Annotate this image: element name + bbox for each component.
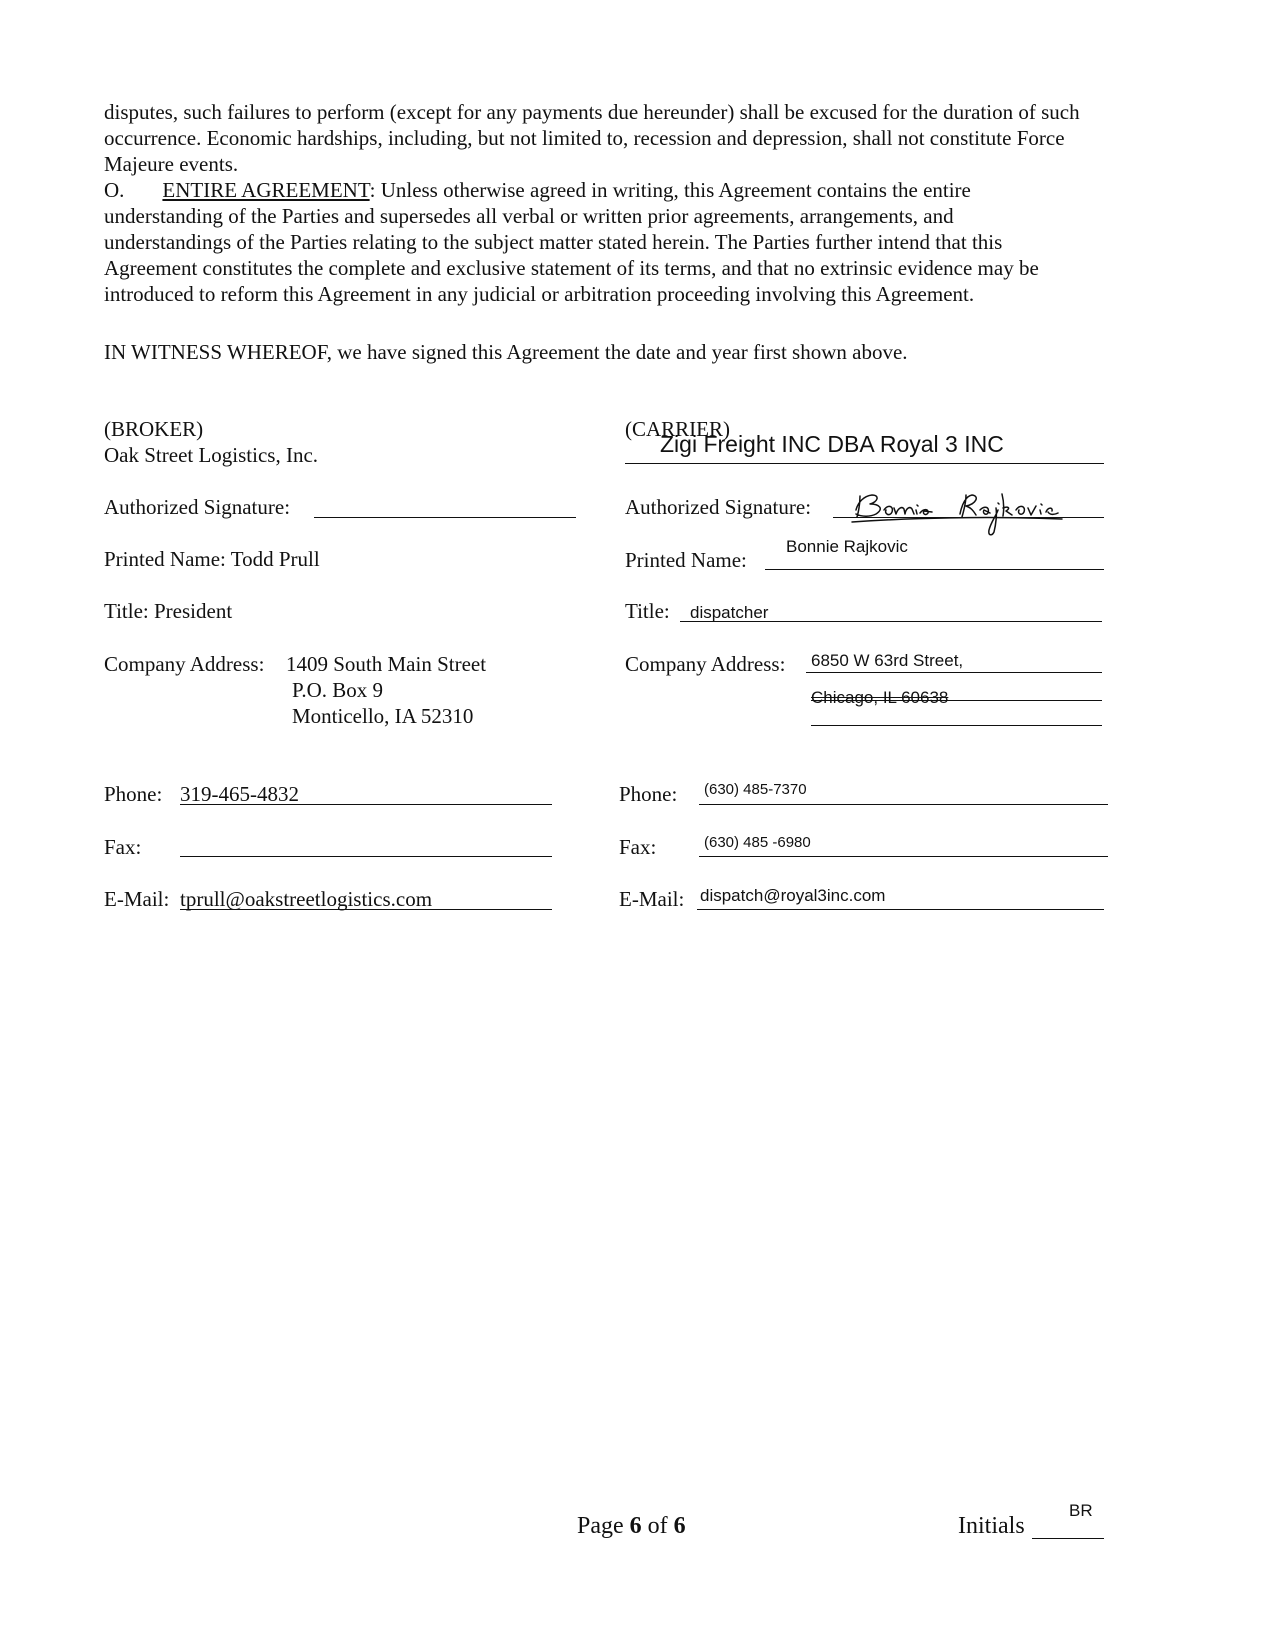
section-o-first-line: : Unless otherwise agreed in writing, this Agreement contains the entire xyxy=(369,178,971,202)
carrier-title-label: Title: xyxy=(625,599,670,623)
carrier-address-label: Company Address: xyxy=(625,652,786,676)
broker-fax-label: Fax: xyxy=(104,835,142,859)
carrier-address-line1-rule[interactable] xyxy=(806,672,1102,673)
page-current: 6 xyxy=(629,1513,642,1539)
broker-printed-name: Printed Name: Todd Prull xyxy=(104,547,320,571)
carrier-fax: (630) 485 -6980 xyxy=(704,834,811,851)
page-number xyxy=(577,1513,686,1539)
carrier-printed-name-label: Printed Name: xyxy=(625,548,747,572)
page-of: of xyxy=(647,1513,668,1539)
broker-address-line: Monticello, IA 52310 xyxy=(292,704,474,728)
body-line: Majeure events. xyxy=(104,152,239,176)
section-o-heading: ENTIRE AGREEMENT xyxy=(162,178,370,202)
initials-label: Initials xyxy=(958,1513,1025,1539)
broker-address-label: Company Address: xyxy=(104,652,265,676)
broker-phone: 319-465-4832 xyxy=(180,782,299,806)
section-o-letter: O. xyxy=(104,178,125,202)
carrier-address-line2-rule[interactable] xyxy=(811,700,1102,701)
broker-title: Title: President xyxy=(104,599,233,623)
broker-address-line: P.O. Box 9 xyxy=(292,678,384,702)
carrier-phone: (630) 485-7370 xyxy=(704,781,807,798)
carrier-company: Zigi Freight INC DBA Royal 3 INC xyxy=(660,431,1004,457)
broker-signature-label: Authorized Signature: xyxy=(104,495,291,519)
carrier-email-label: E-Mail: xyxy=(619,887,685,911)
force-majeure-continuation xyxy=(104,99,1184,307)
broker-email: tprull@oakstreetlogistics.com xyxy=(180,887,433,911)
witness-statement: IN WITNESS WHEREOF, we have signed this Agreement the date and year first shown above. xyxy=(104,340,908,364)
carrier-title-line[interactable] xyxy=(680,621,1102,622)
section-o-heading-line xyxy=(104,177,1184,203)
broker-email-label: E-Mail: xyxy=(104,887,170,911)
carrier-email: dispatch@royal3inc.com xyxy=(700,886,886,905)
body-line: disputes, such failures to perform (except for any payments due hereunder) shall be excused for the duration of such xyxy=(104,100,1080,124)
carrier-phone-line[interactable] xyxy=(699,804,1108,805)
broker-role: (BROKER) xyxy=(104,417,204,441)
body-line: occurrence. Economic hardships, including, but not limited to, recession and depression, shall not constitute Force xyxy=(104,126,1065,150)
handwritten-signature-icon xyxy=(848,486,1106,544)
carrier-phone-label: Phone: xyxy=(619,782,678,806)
broker-email-line[interactable] xyxy=(180,909,552,910)
broker-address-line: 1409 South Main Street xyxy=(286,652,487,676)
broker-phone-line[interactable] xyxy=(180,804,552,805)
broker-fax-line[interactable] xyxy=(180,856,552,857)
body-line: understanding of the Parties and supersedes all verbal or written prior agreements, arrangements, and xyxy=(104,204,954,228)
initials-value: BR xyxy=(1069,1501,1093,1520)
carrier-fax-label: Fax: xyxy=(619,835,657,859)
carrier-company-line[interactable] xyxy=(625,463,1104,464)
carrier-title: dispatcher xyxy=(690,603,769,622)
initials-line[interactable] xyxy=(1032,1538,1104,1539)
page-total: 6 xyxy=(673,1513,686,1539)
carrier-printed-name: Bonnie Rajkovic xyxy=(786,537,908,556)
carrier-signature-label: Authorized Signature: xyxy=(625,495,812,519)
broker-signature-line[interactable] xyxy=(314,517,576,518)
broker-company: Oak Street Logistics, Inc. xyxy=(104,443,319,467)
body-line: introduced to reform this Agreement in any judicial or arbitration proceeding involving this Agreement. xyxy=(104,282,975,306)
carrier-address-line3-rule[interactable] xyxy=(811,725,1102,726)
carrier-printed-name-line[interactable] xyxy=(765,569,1104,570)
carrier-role: (CARRIER) xyxy=(625,417,730,441)
carrier-address-line1: 6850 W 63rd Street, xyxy=(811,651,964,670)
carrier-address-line2: Chicago, IL 60638 xyxy=(811,688,949,707)
body-line: understandings of the Parties relating to the subject matter stated herein. The Parties further intend that this xyxy=(104,230,1003,254)
carrier-fax-line[interactable] xyxy=(699,856,1108,857)
page-prefix: Page xyxy=(577,1513,624,1539)
body-line: Agreement constitutes the complete and exclusive statement of its terms, and that no extrinsic evidence may be xyxy=(104,256,1039,280)
broker-phone-label: Phone: xyxy=(104,782,163,806)
carrier-email-line[interactable] xyxy=(697,909,1104,910)
